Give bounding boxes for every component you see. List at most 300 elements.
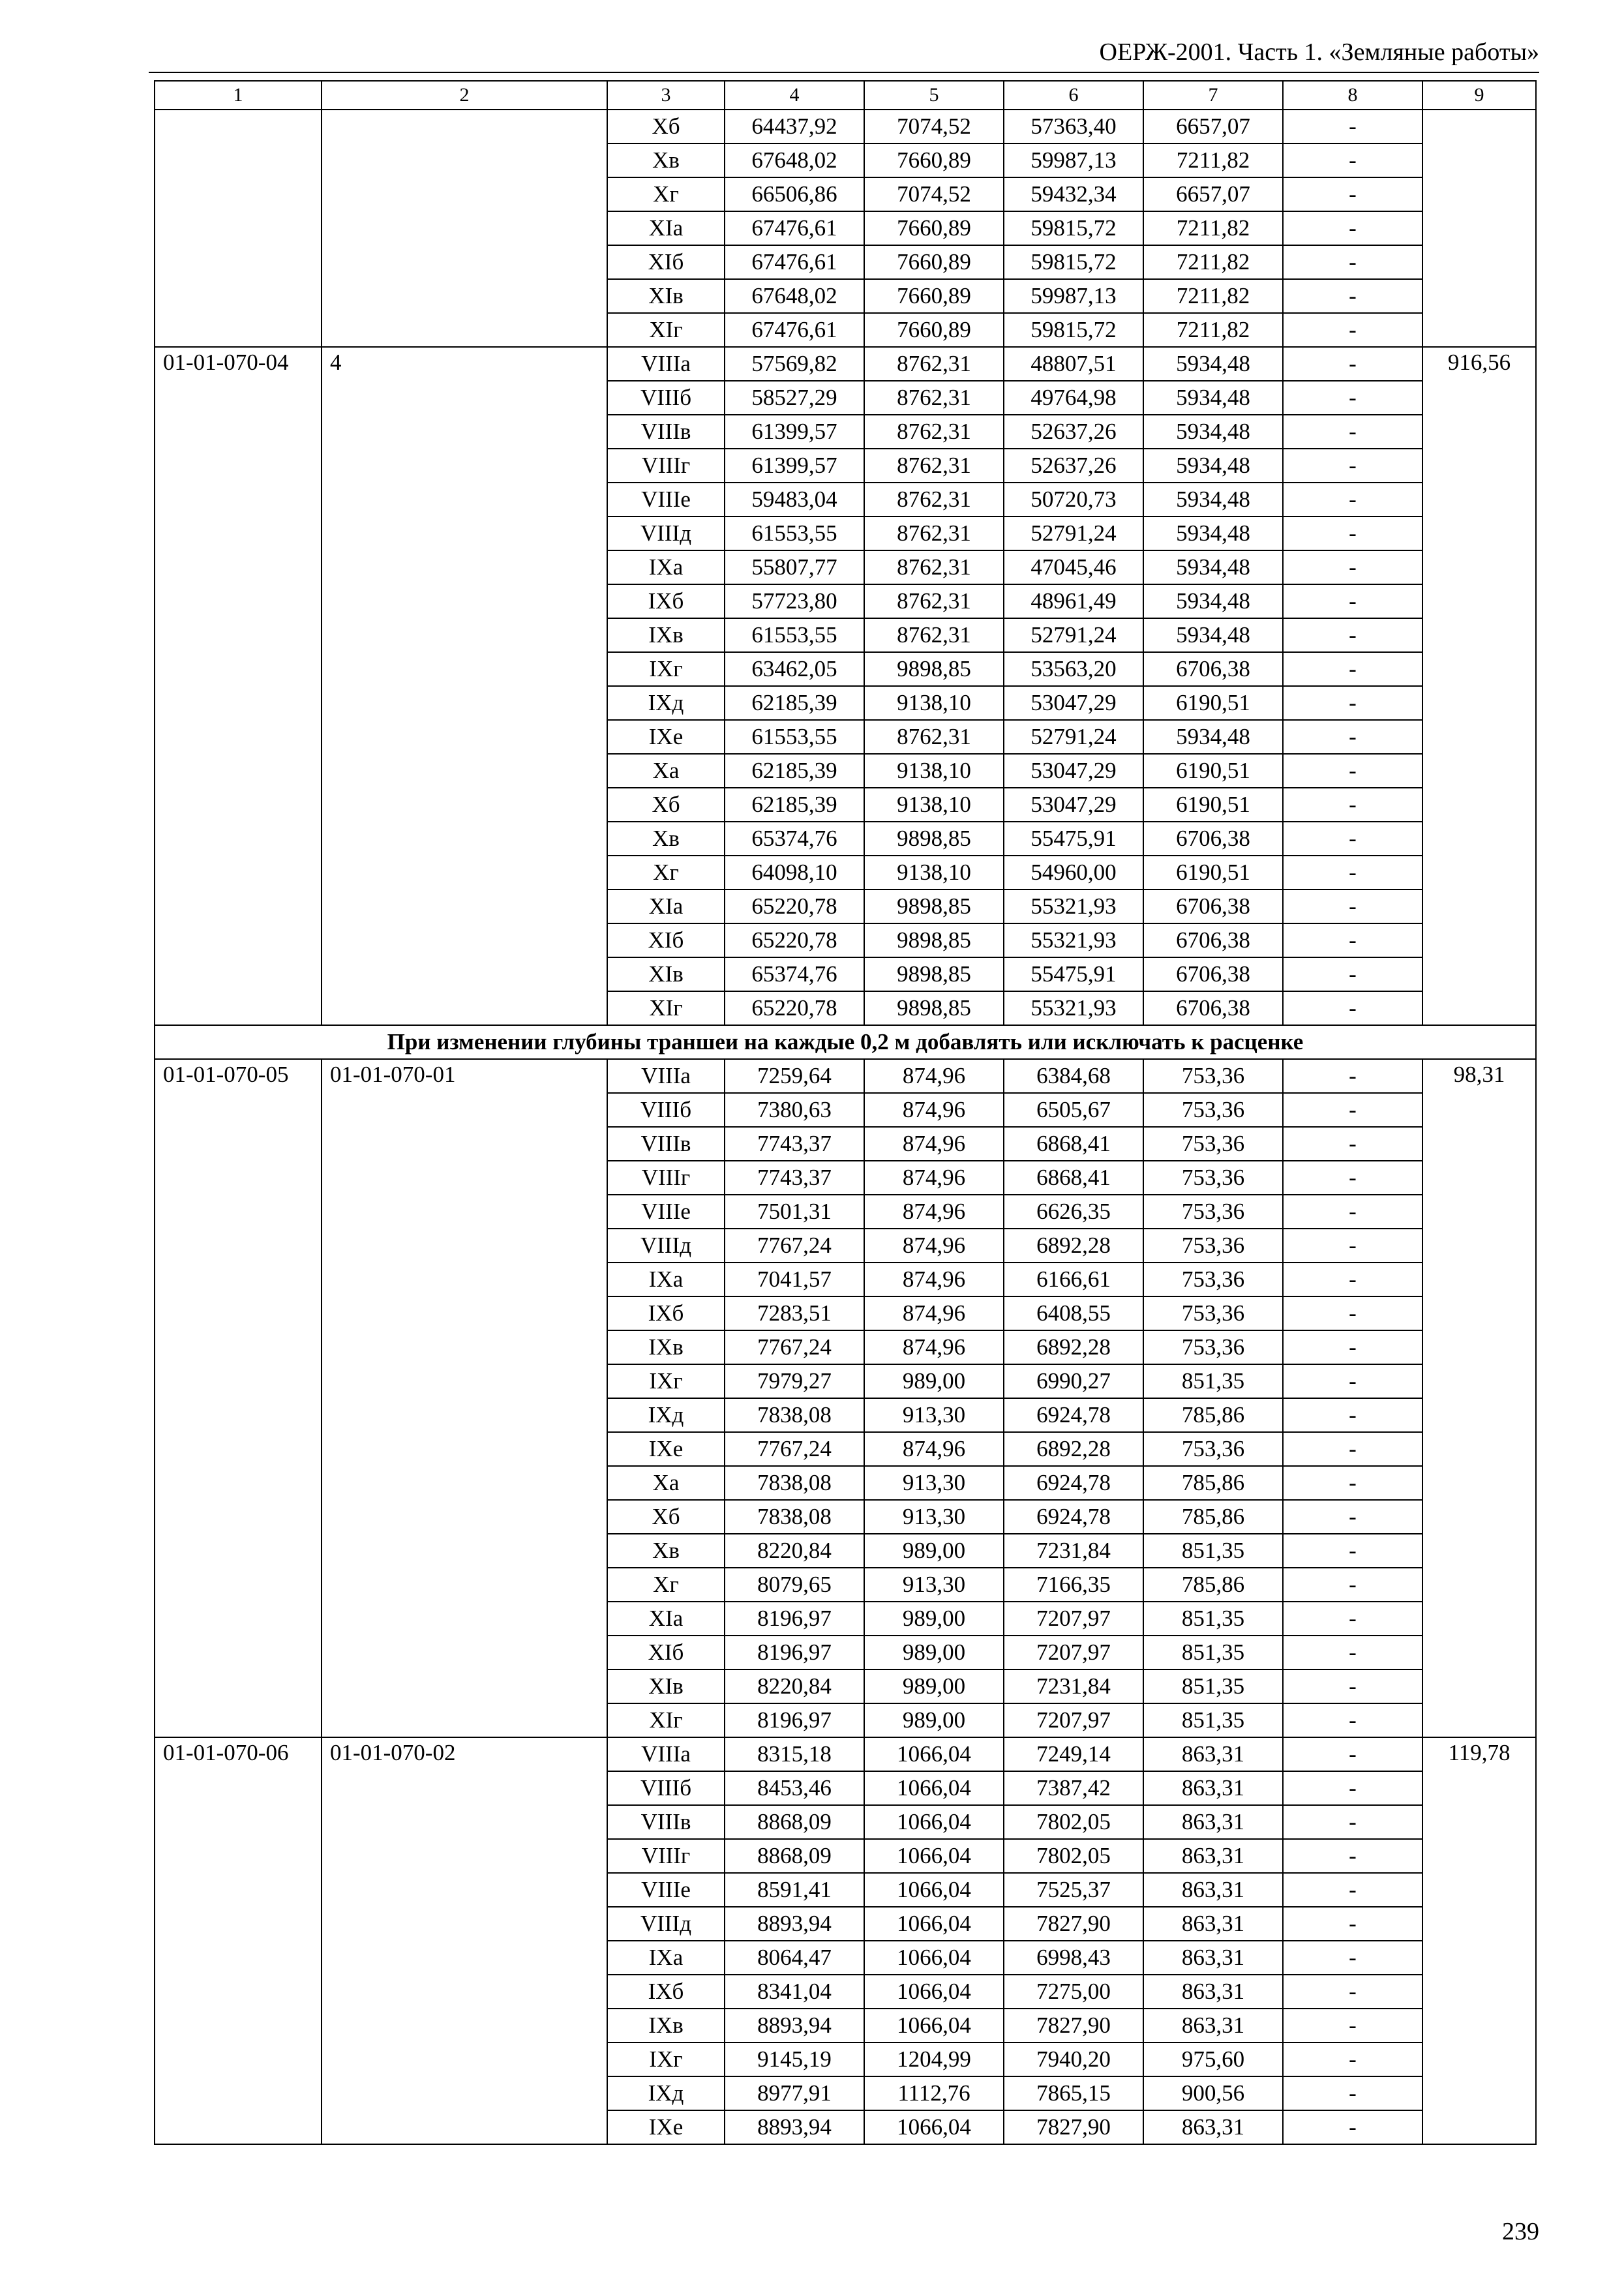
category-cell: VIIIв bbox=[607, 415, 725, 449]
category-cell: VIIIг bbox=[607, 449, 725, 483]
wages-cell: 989,00 bbox=[864, 1602, 1004, 1636]
wages-cell: 9138,10 bbox=[864, 754, 1004, 788]
materials-cell: - bbox=[1283, 2042, 1422, 2076]
machinist-wages-cell: 753,36 bbox=[1143, 1229, 1283, 1263]
total-cost-cell: 61553,55 bbox=[725, 618, 864, 652]
machinist-wages-cell: 753,36 bbox=[1143, 1059, 1283, 1093]
total-cost-cell: 8977,91 bbox=[725, 2076, 864, 2110]
total-cost-cell: 9145,19 bbox=[725, 2042, 864, 2076]
wages-cell: 1066,04 bbox=[864, 1771, 1004, 1805]
machinist-wages-cell: 851,35 bbox=[1143, 1703, 1283, 1737]
table-row bbox=[155, 347, 1536, 381]
machinist-wages-cell: 753,36 bbox=[1143, 1195, 1283, 1229]
machinist-wages-cell: 7211,82 bbox=[1143, 245, 1283, 279]
category-cell: IXб bbox=[607, 1296, 725, 1330]
category-cell: VIIIг bbox=[607, 1839, 725, 1873]
materials-cell: - bbox=[1283, 1127, 1422, 1161]
materials-cell: - bbox=[1283, 890, 1422, 923]
machine-cost-cell: 7865,15 bbox=[1004, 2076, 1143, 2110]
machine-cost-cell: 6505,67 bbox=[1004, 1093, 1143, 1127]
machine-cost-cell: 6892,28 bbox=[1004, 1330, 1143, 1364]
machine-cost-cell: 48807,51 bbox=[1004, 347, 1143, 381]
machine-cost-cell: 7387,42 bbox=[1004, 1771, 1143, 1805]
category-cell: VIIIа bbox=[607, 1059, 725, 1093]
machine-cost-cell: 55321,93 bbox=[1004, 991, 1143, 1025]
category-cell: Xб bbox=[607, 110, 725, 143]
total-cost-cell: 8196,97 bbox=[725, 1636, 864, 1669]
total-cost-cell: 7767,24 bbox=[725, 1229, 864, 1263]
category-cell: VIIIб bbox=[607, 1771, 725, 1805]
wages-cell: 913,30 bbox=[864, 1466, 1004, 1500]
machine-cost-cell: 53047,29 bbox=[1004, 686, 1143, 720]
category-cell: IXд bbox=[607, 686, 725, 720]
machinist-wages-cell: 863,31 bbox=[1143, 2110, 1283, 2144]
machinist-wages-cell: 785,86 bbox=[1143, 1466, 1283, 1500]
machine-cost-cell: 6892,28 bbox=[1004, 1229, 1143, 1263]
wages-cell: 1066,04 bbox=[864, 1805, 1004, 1839]
column-number-cell: 7 bbox=[1143, 81, 1283, 110]
wages-cell: 874,96 bbox=[864, 1330, 1004, 1364]
machinist-wages-cell: 6706,38 bbox=[1143, 957, 1283, 991]
machine-cost-cell: 7525,37 bbox=[1004, 1873, 1143, 1907]
materials-cell: - bbox=[1283, 1568, 1422, 1602]
machine-cost-cell: 55475,91 bbox=[1004, 957, 1143, 991]
materials-cell: - bbox=[1283, 1805, 1422, 1839]
wages-cell: 1204,99 bbox=[864, 2042, 1004, 2076]
machine-cost-cell: 53047,29 bbox=[1004, 788, 1143, 822]
section-row bbox=[155, 1025, 1536, 1059]
materials-cell: - bbox=[1283, 550, 1422, 584]
machine-cost-cell: 52637,26 bbox=[1004, 449, 1143, 483]
wages-cell: 8762,31 bbox=[864, 483, 1004, 516]
total-cost-cell: 67648,02 bbox=[725, 143, 864, 177]
machinist-wages-cell: 6706,38 bbox=[1143, 923, 1283, 957]
machine-cost-cell: 59815,72 bbox=[1004, 313, 1143, 347]
machinist-wages-cell: 5934,48 bbox=[1143, 449, 1283, 483]
wages-cell: 1112,76 bbox=[864, 2076, 1004, 2110]
category-cell: Xг bbox=[607, 177, 725, 211]
materials-cell: - bbox=[1283, 1907, 1422, 1941]
wages-cell: 989,00 bbox=[864, 1669, 1004, 1703]
base-rate-cell: 01-01-070-01 bbox=[322, 1059, 607, 1737]
rate-code-cell bbox=[155, 110, 322, 347]
total-cost-cell: 7838,08 bbox=[725, 1466, 864, 1500]
machine-cost-cell: 6626,35 bbox=[1004, 1195, 1143, 1229]
materials-cell: - bbox=[1283, 1195, 1422, 1229]
total-cost-cell: 7041,57 bbox=[725, 1263, 864, 1296]
labor-cost-cell: 119,78 bbox=[1422, 1737, 1536, 2144]
category-cell: Xв bbox=[607, 143, 725, 177]
category-cell: VIIIг bbox=[607, 1161, 725, 1195]
total-cost-cell: 7283,51 bbox=[725, 1296, 864, 1330]
machine-cost-cell: 7231,84 bbox=[1004, 1669, 1143, 1703]
wages-cell: 9898,85 bbox=[864, 822, 1004, 856]
category-cell: IXа bbox=[607, 1941, 725, 1975]
document-header-title: ОЕРЖ-2001. Часть 1. «Земляные работы» bbox=[1099, 38, 1539, 66]
materials-cell: - bbox=[1283, 313, 1422, 347]
machinist-wages-cell: 7211,82 bbox=[1143, 279, 1283, 313]
machinist-wages-cell: 785,86 bbox=[1143, 1568, 1283, 1602]
total-cost-cell: 8868,09 bbox=[725, 1839, 864, 1873]
machinist-wages-cell: 785,86 bbox=[1143, 1398, 1283, 1432]
materials-cell: - bbox=[1283, 652, 1422, 686]
total-cost-cell: 7743,37 bbox=[725, 1161, 864, 1195]
total-cost-cell: 67476,61 bbox=[725, 211, 864, 245]
wages-cell: 9898,85 bbox=[864, 890, 1004, 923]
column-number-cell: 8 bbox=[1283, 81, 1422, 110]
category-cell: Xв bbox=[607, 1534, 725, 1568]
total-cost-cell: 7767,24 bbox=[725, 1330, 864, 1364]
materials-cell: - bbox=[1283, 245, 1422, 279]
wages-cell: 1066,04 bbox=[864, 1975, 1004, 2009]
total-cost-cell: 7259,64 bbox=[725, 1059, 864, 1093]
materials-cell: - bbox=[1283, 1737, 1422, 1771]
machine-cost-cell: 59815,72 bbox=[1004, 211, 1143, 245]
total-cost-cell: 8315,18 bbox=[725, 1737, 864, 1771]
machinist-wages-cell: 6190,51 bbox=[1143, 686, 1283, 720]
wages-cell: 874,96 bbox=[864, 1195, 1004, 1229]
price-table bbox=[154, 80, 1537, 2145]
category-cell: IXг bbox=[607, 652, 725, 686]
materials-cell: - bbox=[1283, 856, 1422, 890]
materials-cell: - bbox=[1283, 1703, 1422, 1737]
machinist-wages-cell: 5934,48 bbox=[1143, 483, 1283, 516]
wages-cell: 874,96 bbox=[864, 1263, 1004, 1296]
category-cell: IXг bbox=[607, 2042, 725, 2076]
machinist-wages-cell: 5934,48 bbox=[1143, 415, 1283, 449]
machinist-wages-cell: 6190,51 bbox=[1143, 788, 1283, 822]
machinist-wages-cell: 5934,48 bbox=[1143, 516, 1283, 550]
machine-cost-cell: 6384,68 bbox=[1004, 1059, 1143, 1093]
category-cell: IXа bbox=[607, 550, 725, 584]
machine-cost-cell: 6892,28 bbox=[1004, 1432, 1143, 1466]
machinist-wages-cell: 863,31 bbox=[1143, 1975, 1283, 2009]
machine-cost-cell: 7802,05 bbox=[1004, 1805, 1143, 1839]
total-cost-cell: 8064,47 bbox=[725, 1941, 864, 1975]
machine-cost-cell: 47045,46 bbox=[1004, 550, 1143, 584]
category-cell: XIг bbox=[607, 313, 725, 347]
materials-cell: - bbox=[1283, 1093, 1422, 1127]
rate-code-cell: 01-01-070-05 bbox=[155, 1059, 322, 1737]
wages-cell: 1066,04 bbox=[864, 2110, 1004, 2144]
machinist-wages-cell: 863,31 bbox=[1143, 1839, 1283, 1873]
category-cell: Xб bbox=[607, 1500, 725, 1534]
machinist-wages-cell: 863,31 bbox=[1143, 1873, 1283, 1907]
total-cost-cell: 55807,77 bbox=[725, 550, 864, 584]
category-cell: IXв bbox=[607, 618, 725, 652]
total-cost-cell: 8079,65 bbox=[725, 1568, 864, 1602]
table-row bbox=[155, 1059, 1536, 1093]
wages-cell: 9898,85 bbox=[864, 991, 1004, 1025]
total-cost-cell: 61399,57 bbox=[725, 415, 864, 449]
total-cost-cell: 64098,10 bbox=[725, 856, 864, 890]
wages-cell: 874,96 bbox=[864, 1093, 1004, 1127]
machine-cost-cell: 6868,41 bbox=[1004, 1161, 1143, 1195]
category-cell: VIIIв bbox=[607, 1127, 725, 1161]
column-number-cell: 2 bbox=[322, 81, 607, 110]
machinist-wages-cell: 851,35 bbox=[1143, 1669, 1283, 1703]
machine-cost-cell: 6924,78 bbox=[1004, 1500, 1143, 1534]
total-cost-cell: 64437,92 bbox=[725, 110, 864, 143]
machinist-wages-cell: 851,35 bbox=[1143, 1534, 1283, 1568]
wages-cell: 1066,04 bbox=[864, 1941, 1004, 1975]
column-number-cell: 3 bbox=[607, 81, 725, 110]
materials-cell: - bbox=[1283, 584, 1422, 618]
materials-cell: - bbox=[1283, 1229, 1422, 1263]
materials-cell: - bbox=[1283, 1263, 1422, 1296]
wages-cell: 1066,04 bbox=[864, 1907, 1004, 1941]
machine-cost-cell: 6998,43 bbox=[1004, 1941, 1143, 1975]
machine-cost-cell: 7827,90 bbox=[1004, 2009, 1143, 2042]
category-cell: VIIIе bbox=[607, 1195, 725, 1229]
wages-cell: 8762,31 bbox=[864, 449, 1004, 483]
machine-cost-cell: 52637,26 bbox=[1004, 415, 1143, 449]
materials-cell: - bbox=[1283, 686, 1422, 720]
wages-cell: 9138,10 bbox=[864, 686, 1004, 720]
category-cell: XIа bbox=[607, 1602, 725, 1636]
machinist-wages-cell: 6190,51 bbox=[1143, 754, 1283, 788]
materials-cell: - bbox=[1283, 449, 1422, 483]
machine-cost-cell: 7827,90 bbox=[1004, 1907, 1143, 1941]
materials-cell: - bbox=[1283, 957, 1422, 991]
machinist-wages-cell: 5934,48 bbox=[1143, 720, 1283, 754]
machine-cost-cell: 52791,24 bbox=[1004, 618, 1143, 652]
rate-code-cell: 01-01-070-04 bbox=[155, 347, 322, 1025]
machinist-wages-cell: 6657,07 bbox=[1143, 177, 1283, 211]
column-number-cell: 4 bbox=[725, 81, 864, 110]
wages-cell: 874,96 bbox=[864, 1296, 1004, 1330]
materials-cell: - bbox=[1283, 923, 1422, 957]
total-cost-cell: 8893,94 bbox=[725, 1907, 864, 1941]
category-cell: VIIIб bbox=[607, 1093, 725, 1127]
machinist-wages-cell: 5934,48 bbox=[1143, 347, 1283, 381]
machine-cost-cell: 57363,40 bbox=[1004, 110, 1143, 143]
machinist-wages-cell: 863,31 bbox=[1143, 1771, 1283, 1805]
total-cost-cell: 8341,04 bbox=[725, 1975, 864, 2009]
total-cost-cell: 7743,37 bbox=[725, 1127, 864, 1161]
total-cost-cell: 66506,86 bbox=[725, 177, 864, 211]
category-cell: VIIIе bbox=[607, 483, 725, 516]
machine-cost-cell: 52791,24 bbox=[1004, 516, 1143, 550]
machine-cost-cell: 55475,91 bbox=[1004, 822, 1143, 856]
materials-cell: - bbox=[1283, 1636, 1422, 1669]
total-cost-cell: 61553,55 bbox=[725, 516, 864, 550]
materials-cell: - bbox=[1283, 1398, 1422, 1432]
machinist-wages-cell: 6706,38 bbox=[1143, 652, 1283, 686]
machinist-wages-cell: 753,36 bbox=[1143, 1093, 1283, 1127]
materials-cell: - bbox=[1283, 211, 1422, 245]
category-cell: VIIIв bbox=[607, 1805, 725, 1839]
machine-cost-cell: 6868,41 bbox=[1004, 1127, 1143, 1161]
machine-cost-cell: 6990,27 bbox=[1004, 1364, 1143, 1398]
materials-cell: - bbox=[1283, 2110, 1422, 2144]
materials-cell: - bbox=[1283, 483, 1422, 516]
category-cell: IXв bbox=[607, 2009, 725, 2042]
materials-cell: - bbox=[1283, 991, 1422, 1025]
base-rate-cell bbox=[322, 110, 607, 347]
wages-cell: 7660,89 bbox=[864, 279, 1004, 313]
column-number-cell: 1 bbox=[155, 81, 322, 110]
materials-cell: - bbox=[1283, 1500, 1422, 1534]
total-cost-cell: 7979,27 bbox=[725, 1364, 864, 1398]
materials-cell: - bbox=[1283, 2009, 1422, 2042]
machinist-wages-cell: 863,31 bbox=[1143, 1907, 1283, 1941]
materials-cell: - bbox=[1283, 1466, 1422, 1500]
wages-cell: 913,30 bbox=[864, 1568, 1004, 1602]
category-cell: IXе bbox=[607, 720, 725, 754]
category-cell: Xг bbox=[607, 856, 725, 890]
machine-cost-cell: 59987,13 bbox=[1004, 279, 1143, 313]
materials-cell: - bbox=[1283, 1975, 1422, 2009]
materials-cell: - bbox=[1283, 1602, 1422, 1636]
machine-cost-cell: 6924,78 bbox=[1004, 1466, 1143, 1500]
labor-cost-cell bbox=[1422, 110, 1536, 347]
total-cost-cell: 8196,97 bbox=[725, 1602, 864, 1636]
materials-cell: - bbox=[1283, 754, 1422, 788]
machinist-wages-cell: 851,35 bbox=[1143, 1636, 1283, 1669]
wages-cell: 9138,10 bbox=[864, 856, 1004, 890]
wages-cell: 8762,31 bbox=[864, 720, 1004, 754]
category-cell: XIа bbox=[607, 211, 725, 245]
category-cell: VIIIд bbox=[607, 1229, 725, 1263]
page-number: 239 bbox=[1502, 2218, 1539, 2245]
base-rate-cell: 01-01-070-02 bbox=[322, 1737, 607, 2144]
materials-cell: - bbox=[1283, 1364, 1422, 1398]
category-cell: XIг bbox=[607, 1703, 725, 1737]
machinist-wages-cell: 863,31 bbox=[1143, 1941, 1283, 1975]
category-cell: Xа bbox=[607, 754, 725, 788]
category-cell: Xб bbox=[607, 788, 725, 822]
category-cell: IXе bbox=[607, 2110, 725, 2144]
machinist-wages-cell: 863,31 bbox=[1143, 1737, 1283, 1771]
wages-cell: 1066,04 bbox=[864, 1873, 1004, 1907]
category-cell: Xв bbox=[607, 822, 725, 856]
total-cost-cell: 8591,41 bbox=[725, 1873, 864, 1907]
total-cost-cell: 62185,39 bbox=[725, 754, 864, 788]
total-cost-cell: 57569,82 bbox=[725, 347, 864, 381]
wages-cell: 874,96 bbox=[864, 1432, 1004, 1466]
machine-cost-cell: 7249,14 bbox=[1004, 1737, 1143, 1771]
total-cost-cell: 8893,94 bbox=[725, 2110, 864, 2144]
machine-cost-cell: 53047,29 bbox=[1004, 754, 1143, 788]
machinist-wages-cell: 7211,82 bbox=[1143, 211, 1283, 245]
total-cost-cell: 63462,05 bbox=[725, 652, 864, 686]
total-cost-cell: 57723,80 bbox=[725, 584, 864, 618]
machine-cost-cell: 7166,35 bbox=[1004, 1568, 1143, 1602]
materials-cell: - bbox=[1283, 822, 1422, 856]
machinist-wages-cell: 851,35 bbox=[1143, 1364, 1283, 1398]
machinist-wages-cell: 863,31 bbox=[1143, 1805, 1283, 1839]
category-cell: IXа bbox=[607, 1263, 725, 1296]
wages-cell: 989,00 bbox=[864, 1636, 1004, 1669]
wages-cell: 7660,89 bbox=[864, 245, 1004, 279]
labor-cost-cell: 916,56 bbox=[1422, 347, 1536, 1025]
materials-cell: - bbox=[1283, 1296, 1422, 1330]
machine-cost-cell: 7207,97 bbox=[1004, 1636, 1143, 1669]
machinist-wages-cell: 753,36 bbox=[1143, 1432, 1283, 1466]
wages-cell: 9138,10 bbox=[864, 788, 1004, 822]
machinist-wages-cell: 6706,38 bbox=[1143, 991, 1283, 1025]
wages-cell: 7660,89 bbox=[864, 143, 1004, 177]
wages-cell: 7660,89 bbox=[864, 211, 1004, 245]
category-cell: IXд bbox=[607, 1398, 725, 1432]
category-cell: IXе bbox=[607, 1432, 725, 1466]
machinist-wages-cell: 5934,48 bbox=[1143, 584, 1283, 618]
materials-cell: - bbox=[1283, 110, 1422, 143]
category-cell: XIб bbox=[607, 923, 725, 957]
materials-cell: - bbox=[1283, 788, 1422, 822]
machine-cost-cell: 7207,97 bbox=[1004, 1703, 1143, 1737]
machine-cost-cell: 6924,78 bbox=[1004, 1398, 1143, 1432]
wages-cell: 7074,52 bbox=[864, 177, 1004, 211]
category-cell: VIIIа bbox=[607, 347, 725, 381]
total-cost-cell: 65220,78 bbox=[725, 890, 864, 923]
machinist-wages-cell: 5934,48 bbox=[1143, 381, 1283, 415]
materials-cell: - bbox=[1283, 1771, 1422, 1805]
machine-cost-cell: 49764,98 bbox=[1004, 381, 1143, 415]
materials-cell: - bbox=[1283, 1534, 1422, 1568]
total-cost-cell: 67648,02 bbox=[725, 279, 864, 313]
total-cost-cell: 67476,61 bbox=[725, 313, 864, 347]
machinist-wages-cell: 753,36 bbox=[1143, 1330, 1283, 1364]
total-cost-cell: 8220,84 bbox=[725, 1534, 864, 1568]
machinist-wages-cell: 6190,51 bbox=[1143, 856, 1283, 890]
column-number-cell: 5 bbox=[864, 81, 1004, 110]
category-cell: VIIIд bbox=[607, 1907, 725, 1941]
total-cost-cell: 8868,09 bbox=[725, 1805, 864, 1839]
machine-cost-cell: 7940,20 bbox=[1004, 2042, 1143, 2076]
total-cost-cell: 7838,08 bbox=[725, 1398, 864, 1432]
wages-cell: 874,96 bbox=[864, 1229, 1004, 1263]
category-cell: Xг bbox=[607, 1568, 725, 1602]
materials-cell: - bbox=[1283, 516, 1422, 550]
machine-cost-cell: 7207,97 bbox=[1004, 1602, 1143, 1636]
total-cost-cell: 7501,31 bbox=[725, 1195, 864, 1229]
section-heading: При изменении глубины траншеи на каждые 0,2 м добавлять или исключать к расценке bbox=[155, 1025, 1536, 1059]
machinist-wages-cell: 975,60 bbox=[1143, 2042, 1283, 2076]
total-cost-cell: 62185,39 bbox=[725, 686, 864, 720]
total-cost-cell: 65220,78 bbox=[725, 923, 864, 957]
total-cost-cell: 65220,78 bbox=[725, 991, 864, 1025]
wages-cell: 989,00 bbox=[864, 1534, 1004, 1568]
category-cell: XIв bbox=[607, 957, 725, 991]
materials-cell: - bbox=[1283, 1839, 1422, 1873]
total-cost-cell: 8196,97 bbox=[725, 1703, 864, 1737]
wages-cell: 913,30 bbox=[864, 1398, 1004, 1432]
category-cell: VIIIб bbox=[607, 381, 725, 415]
wages-cell: 874,96 bbox=[864, 1127, 1004, 1161]
wages-cell: 1066,04 bbox=[864, 2009, 1004, 2042]
machine-cost-cell: 55321,93 bbox=[1004, 923, 1143, 957]
machinist-wages-cell: 753,36 bbox=[1143, 1296, 1283, 1330]
wages-cell: 874,96 bbox=[864, 1161, 1004, 1195]
machinist-wages-cell: 753,36 bbox=[1143, 1161, 1283, 1195]
category-cell: XIв bbox=[607, 279, 725, 313]
materials-cell: - bbox=[1283, 279, 1422, 313]
materials-cell: - bbox=[1283, 415, 1422, 449]
machine-cost-cell: 59987,13 bbox=[1004, 143, 1143, 177]
machine-cost-cell: 55321,93 bbox=[1004, 890, 1143, 923]
category-cell: VIIIа bbox=[607, 1737, 725, 1771]
materials-cell: - bbox=[1283, 143, 1422, 177]
total-cost-cell: 58527,29 bbox=[725, 381, 864, 415]
machine-cost-cell: 59432,34 bbox=[1004, 177, 1143, 211]
machinist-wages-cell: 753,36 bbox=[1143, 1127, 1283, 1161]
wages-cell: 913,30 bbox=[864, 1500, 1004, 1534]
wages-cell: 8762,31 bbox=[864, 550, 1004, 584]
materials-cell: - bbox=[1283, 2076, 1422, 2110]
wages-cell: 7074,52 bbox=[864, 110, 1004, 143]
